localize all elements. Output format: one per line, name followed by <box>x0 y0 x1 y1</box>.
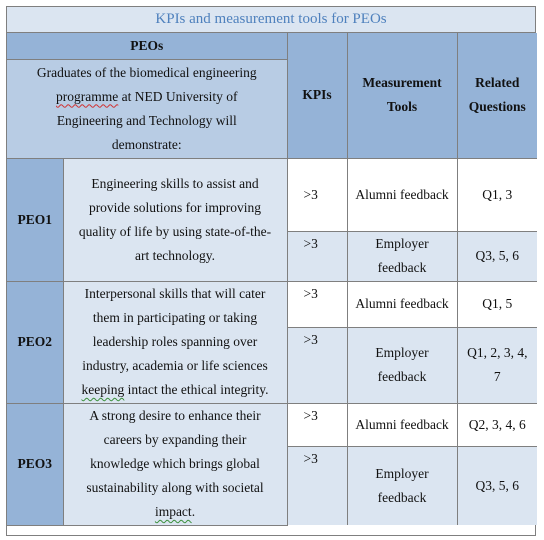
kpi-table-container <box>6 6 536 536</box>
peo2-questions-2-line: 7 <box>493 369 501 384</box>
header-related-questions-line2: Questions <box>468 99 526 115</box>
peo2-desc-line: industry, academia or life sciences <box>82 358 268 373</box>
peo3-kpi-1: >3 <box>287 403 347 446</box>
peo1-label: PEO1 <box>7 158 63 281</box>
peo2-questions-2 <box>457 327 537 403</box>
peo2-label: PEO2 <box>7 281 63 403</box>
peo3-questions-2: Q3, 5, 6 <box>457 446 537 525</box>
peo2-tool-2-line: feedback <box>377 369 427 384</box>
peo2-desc-line: leadership roles spanning over <box>92 334 258 349</box>
peo2-kpi-1: >3 <box>287 281 347 327</box>
peos-desc-line2-rest: at NED University of <box>118 88 238 104</box>
peo1-kpi-2: >3 <box>287 231 347 281</box>
peos-desc-line2 <box>13 85 281 109</box>
peos-desc-programme: programme <box>56 88 119 104</box>
peo2-desc-line <box>70 378 281 402</box>
peo3-tool-1: Alumni feedback <box>347 403 457 446</box>
peo1-desc-line: art technology. <box>134 247 216 263</box>
peo2-tool-1: Alumni feedback <box>347 281 457 327</box>
peo3-tool-2-line: Employer <box>375 465 429 481</box>
peo2-desc-line-rest: intact the ethical integrity. <box>127 382 269 397</box>
peo1-tool-1: Alumni feedback <box>347 158 457 231</box>
peo3-desc-line: knowledge which brings global <box>90 456 260 471</box>
peo2-tool-2-line: Employer <box>375 345 429 360</box>
peo1-kpi-1: >3 <box>287 158 347 231</box>
peo3-description <box>63 403 287 525</box>
header-peos-title: PEOs <box>7 33 287 59</box>
peo2-kpi-2: >3 <box>287 327 347 403</box>
peo1-description <box>63 158 287 281</box>
table-caption: KPIs and measurement tools for PEOs <box>7 7 535 33</box>
peo2-description <box>63 281 287 403</box>
header-measurement-tools-line1: Measurement <box>362 75 442 91</box>
peo1-desc-line: Engineering skills to assist and <box>91 175 259 191</box>
peo3-desc-impact: impact <box>154 504 192 519</box>
peo1-tool-2-line: Employer <box>375 236 429 251</box>
peo2-desc-keeping: keeping <box>81 382 125 397</box>
peos-desc-line4: demonstrate: <box>111 136 182 152</box>
peo3-tool-2 <box>347 446 457 525</box>
header-related-questions-line1: Related <box>475 75 520 91</box>
peo3-desc-line: careers by expanding their <box>103 432 247 447</box>
peo3-desc-line: A strong desire to enhance their <box>89 408 261 423</box>
kpi-table <box>7 33 537 526</box>
peo3-questions-1: Q2, 3, 4, 6 <box>457 403 537 446</box>
header-peos-description <box>7 59 287 158</box>
peo1-desc-line: provide solutions for improving <box>88 199 262 215</box>
header-measurement-tools-line2: Tools <box>386 99 418 115</box>
peos-desc-line1: Graduates of the biomedical engineering <box>36 64 257 80</box>
peo2-questions-1: Q1, 5 <box>457 281 537 327</box>
header-kpis: KPIs <box>287 33 347 158</box>
peo2-desc-line: them in participating or taking <box>92 310 258 325</box>
peo1-desc-line: quality of life by using state-of-the- <box>78 223 272 239</box>
peo1-questions-2: Q3, 5, 6 <box>457 231 537 281</box>
peo1-tool-2-line: feedback <box>377 260 427 275</box>
peo1-questions-1: Q1, 3 <box>457 158 537 231</box>
peo1-tool-2 <box>347 231 457 281</box>
peo2-tool-2 <box>347 327 457 403</box>
peo3-desc-line <box>70 500 281 524</box>
peo3-desc-line: sustainability along with societal <box>86 480 264 495</box>
peo3-label: PEO3 <box>7 403 63 525</box>
peo3-kpi-2: >3 <box>287 446 347 525</box>
peo2-questions-2-line: Q1, 2, 3, 4, <box>467 345 528 360</box>
peos-desc-line3: Engineering and Technology will <box>56 112 237 128</box>
peo2-desc-line: Interpersonal skills that will cater <box>84 286 266 301</box>
header-measurement-tools <box>347 33 457 158</box>
header-related-questions <box>457 33 537 158</box>
peo3-tool-2-line: feedback <box>377 489 427 505</box>
peo3-desc-suffix: . <box>191 504 196 519</box>
